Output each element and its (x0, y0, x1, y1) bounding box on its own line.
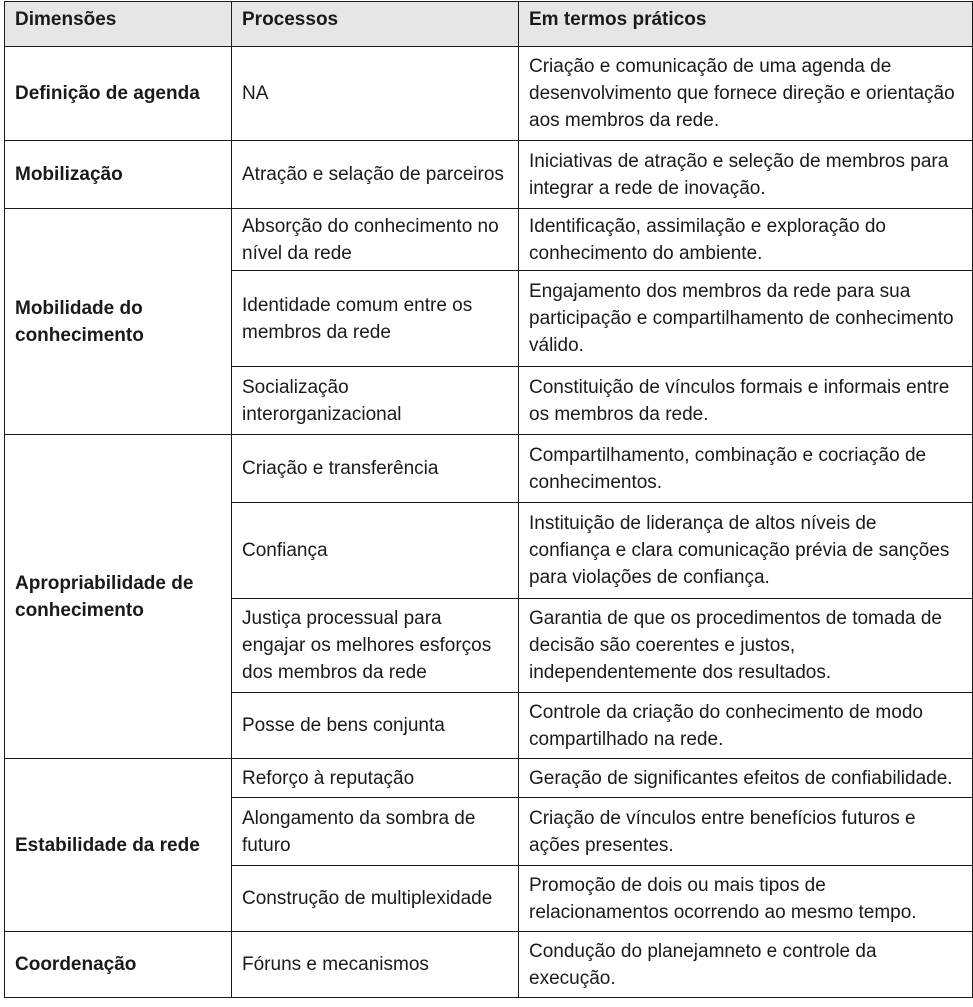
practical-cell: Engajamento dos membros da rede para sua participação e compartilhamento de conhecimento válido. (519, 271, 973, 367)
table-row (5, 759, 973, 798)
process-cell: Fóruns e mecanismos (232, 932, 519, 998)
process-cell: Reforço à reputação (232, 759, 519, 798)
practical-cell: Identificação, assimilação e exploração do conhecimento do ambiente. (519, 209, 973, 271)
process-cell: Alongamento da sombra de futuro (232, 798, 519, 866)
practical-cell: Condução do planejamneto e controle da execução. (519, 932, 973, 998)
table-row (5, 141, 973, 209)
process-cell: Criação e transferência (232, 435, 519, 503)
practical-cell: Compartilhamento, combinação e cocriação de conhecimentos. (519, 435, 973, 503)
header-practical: Em termos práticos (519, 2, 973, 47)
dimension-cell: Definição de agenda (5, 47, 232, 141)
dimension-cell: Mobilidade do conhecimento (5, 209, 232, 435)
practical-cell: Criação e comunicação de uma agenda de desenvolvimento que fornece direção e orientação aos membros da rede. (519, 47, 973, 141)
process-cell: Justiça processual para engajar os melhores esforços dos membros da rede (232, 599, 519, 693)
process-cell: Socialização interorganizacional (232, 367, 519, 435)
process-cell: Construção de multiplexidade (232, 866, 519, 932)
practical-cell: Garantia de que os procedimentos de tomada de decisão são coerentes e justos, independentemente dos resultados. (519, 599, 973, 693)
practical-cell: Controle da criação do conhecimento de modo compartilhado na rede. (519, 693, 973, 759)
dimension-cell: Coordenação (5, 932, 232, 998)
dimension-cell: Apropriabilidade de conhecimento (5, 435, 232, 759)
practical-cell: Promoção de dois ou mais tipos de relacionamentos ocorrendo ao mesmo tempo. (519, 866, 973, 932)
table-row (5, 435, 973, 503)
dimension-cell: Mobilização (5, 141, 232, 209)
process-cell: Atração e selação de parceiros (232, 141, 519, 209)
practical-cell: Iniciativas de atração e seleção de membros para integrar a rede de inovação. (519, 141, 973, 209)
table-row (5, 932, 973, 998)
header-processes: Processos (232, 2, 519, 47)
practical-cell: Geração de significantes efeitos de confiabilidade. (519, 759, 973, 798)
header-dimensions: Dimensões (5, 2, 232, 47)
process-cell: Confiança (232, 503, 519, 599)
dimensions-table (4, 1, 973, 998)
table-row (5, 47, 973, 141)
practical-cell: Criação de vínculos entre benefícios futuros e ações presentes. (519, 798, 973, 866)
practical-cell: Instituição de liderança de altos níveis de confiança e clara comunicação prévia de sanções para violações de confiança. (519, 503, 973, 599)
table-row (5, 209, 973, 271)
process-cell: Absorção do conhecimento no nível da rede (232, 209, 519, 271)
process-cell: Identidade comum entre os membros da rede (232, 271, 519, 367)
header-row (5, 2, 973, 47)
process-cell: NA (232, 47, 519, 141)
dimension-cell: Estabilidade da rede (5, 759, 232, 932)
process-cell: Posse de bens conjunta (232, 693, 519, 759)
practical-cell: Constituição de vínculos formais e informais entre os membros da rede. (519, 367, 973, 435)
